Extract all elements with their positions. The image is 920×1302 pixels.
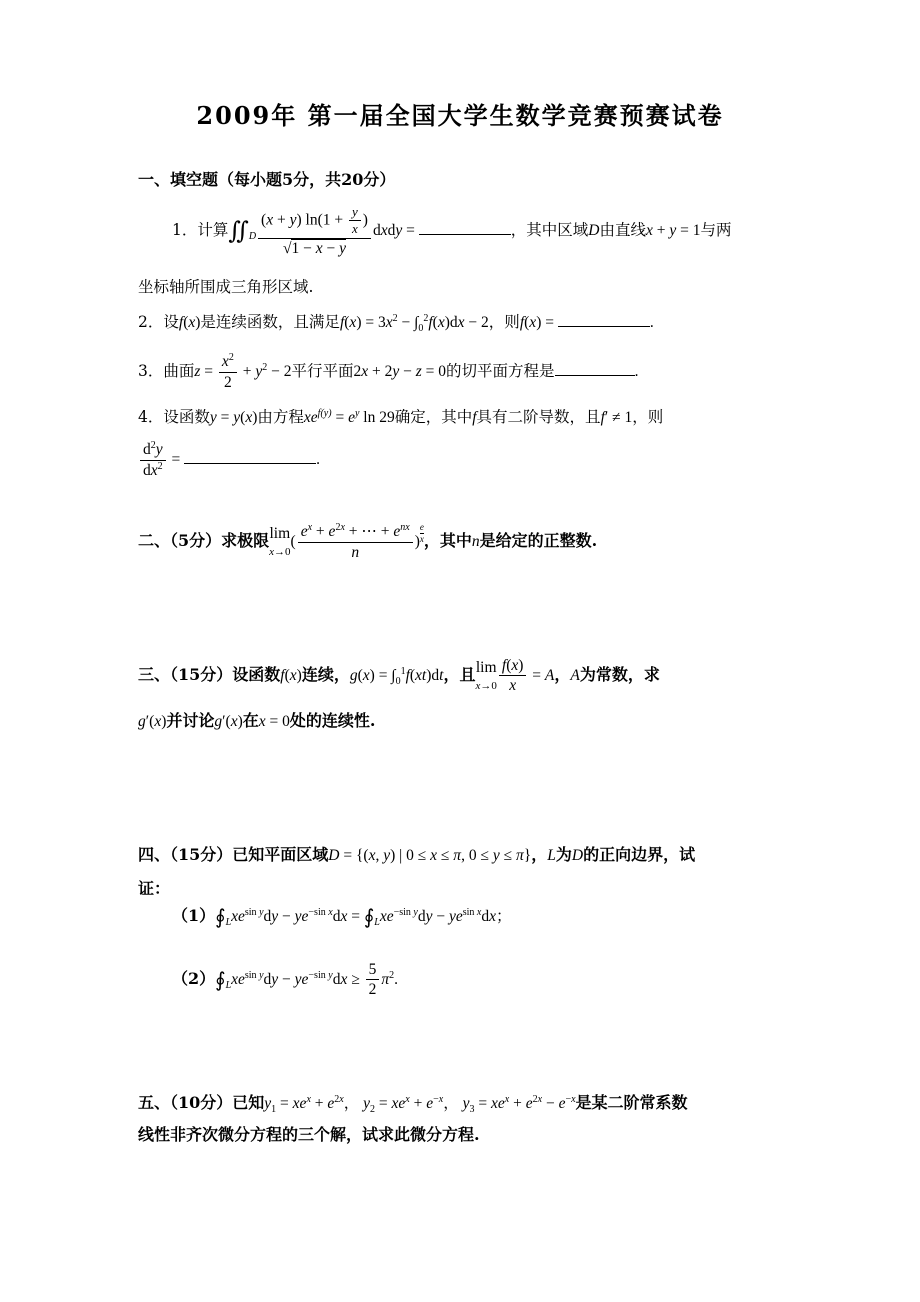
section5-line2: 线性非齐次微分方程的三个解，试求此微分方程. xyxy=(138,1125,480,1144)
section5-line: 五、（10分）已知$y_1 = xe^x + e^{2x}$， $y_2 = xe^x + e^{-x}$， $y_3 = xe^x + e^{2x} - e^{-x}$是某二阶常系数 xyxy=(138,1093,688,1116)
q4-line2: $\frac{d^2y}{dx^2}$ = . xyxy=(138,440,320,480)
q2-line: 2．设f(x)是连续函数，且满足$f(x) = 3x^2 - \int_0^2f(x)dx - 2$，则f(x) = . xyxy=(138,312,654,335)
q4-line: 4．设函数y = y(x)由方程$xe^{f(y)} = e^y$ ln 29确定，其中f具有二阶导数，且f′ ≠ 1，则 xyxy=(138,407,664,426)
section3-line2: g′(x)并讨论g′(x)在x = 0处的连续性. xyxy=(138,711,376,730)
section3-line: 三、（15分）设函数f(x)连续，$g(x) = \int_0^1f(xt)dt$，且lim x→0 $\frac{f(x)}{x}$ = A，A为常数，求 xyxy=(138,657,660,695)
q1-line2: 坐标轴所围成三角形区域. xyxy=(138,278,314,296)
q1-fraction: (x + y) ln(1 + $\frac{y}{x}$ ) √1 − x − y xyxy=(258,204,371,258)
q1-prefix: 1．计算 xyxy=(172,220,229,239)
section2-line: 二、（5分）求极限lim x→0( $\frac{e^x + e^{2x} + \cdots + e^{nx}}{n}$ ) $^{\frac{e}{x}}$ ，其中n是给定的正整数. xyxy=(138,522,598,561)
section4-item1: $(1)∮_Lxe^{sin y}dy - ye^{-sin x}dx$ = $∮_Lxe^{-sin y}dy - ye^{sin x}dx$； xyxy=(172,906,512,929)
section4-item2: $(2)∮_Lxe^{sin y}dy - ye^{-sin y}dx$ ≥ $\frac{5}{2}$ $\pi^2$. xyxy=(172,961,398,999)
section4-line2: 证： xyxy=(138,879,171,898)
page-title: 2009年 第一届全国大学生数学竞赛预赛试卷 xyxy=(196,101,724,130)
q3-line: 3．曲面z = $\frac{x^2}{2}$ + $y^2 - 2$平行平面2x + 2y − z = 0的切平面方程是 . xyxy=(138,352,639,391)
section4-line: 四、（15分）已知平面区域D = {(x, y) | 0 ≤ x ≤ π, 0 ≤ y ≤ π}，L为D的正向边界，试 xyxy=(138,845,696,864)
section1-heading: 一、填空题（每小题5分，共20分） xyxy=(138,170,396,189)
q1-line: 1．计算$∬_D$ (x + y) ln(1 + $\frac{y}{x}$ ) √1 − x − y dxdy = ，其中区域D由直线x + y = 1与两 xyxy=(172,204,732,257)
